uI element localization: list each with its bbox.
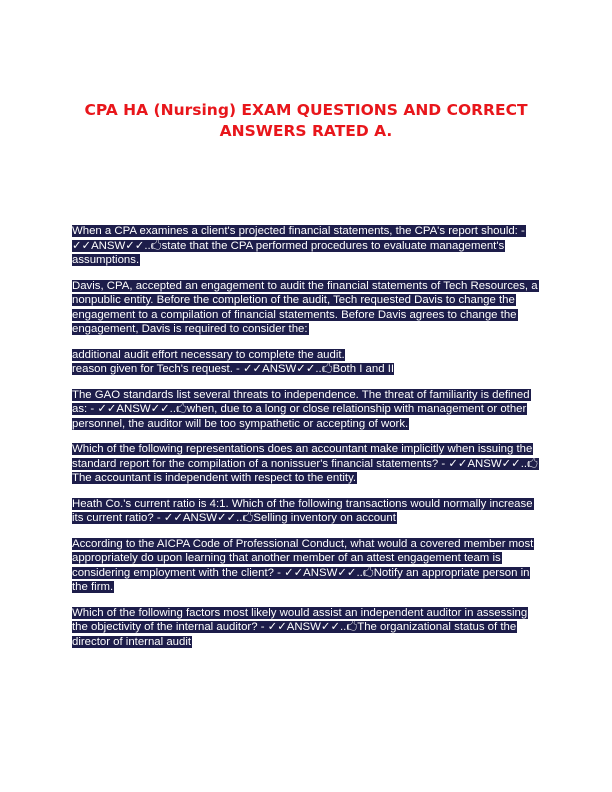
document-body [72, 224, 544, 660]
qa-paragraph [72, 537, 544, 595]
qa-text: Which of the following factors most likely would assist an independent auditor in assessing the objectivity of the internal auditor? - ✓✓ANSW✓✓..🖒The organizational status of the director of internal audit [72, 606, 528, 648]
document-title: CPA HA (Nursing) EXAM QUESTIONS AND CORRECT ANSWERS RATED A. [84, 101, 528, 140]
qa-paragraph [72, 279, 544, 337]
qa-text: Heath Co.'s current ratio is 4:1. Which of the following transactions would normally increase its current ratio? - ✓✓ANSW✓✓..🖒Selling inventory on account [72, 497, 533, 524]
qa-paragraph [72, 497, 544, 526]
qa-text: When a CPA examines a client's projected financial statements, the CPA's report should: - ✓✓ANSW✓✓..🖒state that the CPA performed procedures to evaluate management's assumptions. [72, 225, 525, 266]
qa-text: Davis, CPA, accepted an engagement to audit the financial statements of Tech Resources, a nonpublic entity. Before the completion of the audit, Tech requested Davis to change the engagement to a compilation of financial statements. Before Davis agrees to change the engagement, Davis is required to consider the: [72, 279, 538, 335]
option-line: additional audit effort necessary to complete the audit. [72, 348, 345, 361]
qa-text: Which of the following representations does an accountant make implicitly when issuing the standard report for the compilation of a nonissuer's financial statements? - ✓✓ANSW✓✓..🖒The accountant is independent with respect to the entity. [72, 443, 538, 484]
option-line: reason given for Tech's request. - ✓✓ANSW✓✓..🖒Both I and II [72, 363, 395, 375]
qa-text: The GAO standards list several threats to independence. The threat of familiarity is defined as: - ✓✓ANSW✓✓..🖒when, due to a long or close relationship with management or other personnel, the auditor will be too sympathetic or accepting of work. [72, 388, 530, 430]
qa-paragraph [72, 224, 544, 268]
qa-paragraph [72, 606, 544, 650]
options-block [72, 348, 544, 377]
qa-text: According to the AICPA Code of Professional Conduct, what would a covered member most appropriately do upon learning that another member of an attest engagement team is considering employment with the client? - ✓✓ANSW✓✓..🖒Notify an appropriate person in the firm. [72, 537, 534, 593]
qa-paragraph [72, 388, 544, 432]
qa-paragraph [72, 442, 544, 486]
